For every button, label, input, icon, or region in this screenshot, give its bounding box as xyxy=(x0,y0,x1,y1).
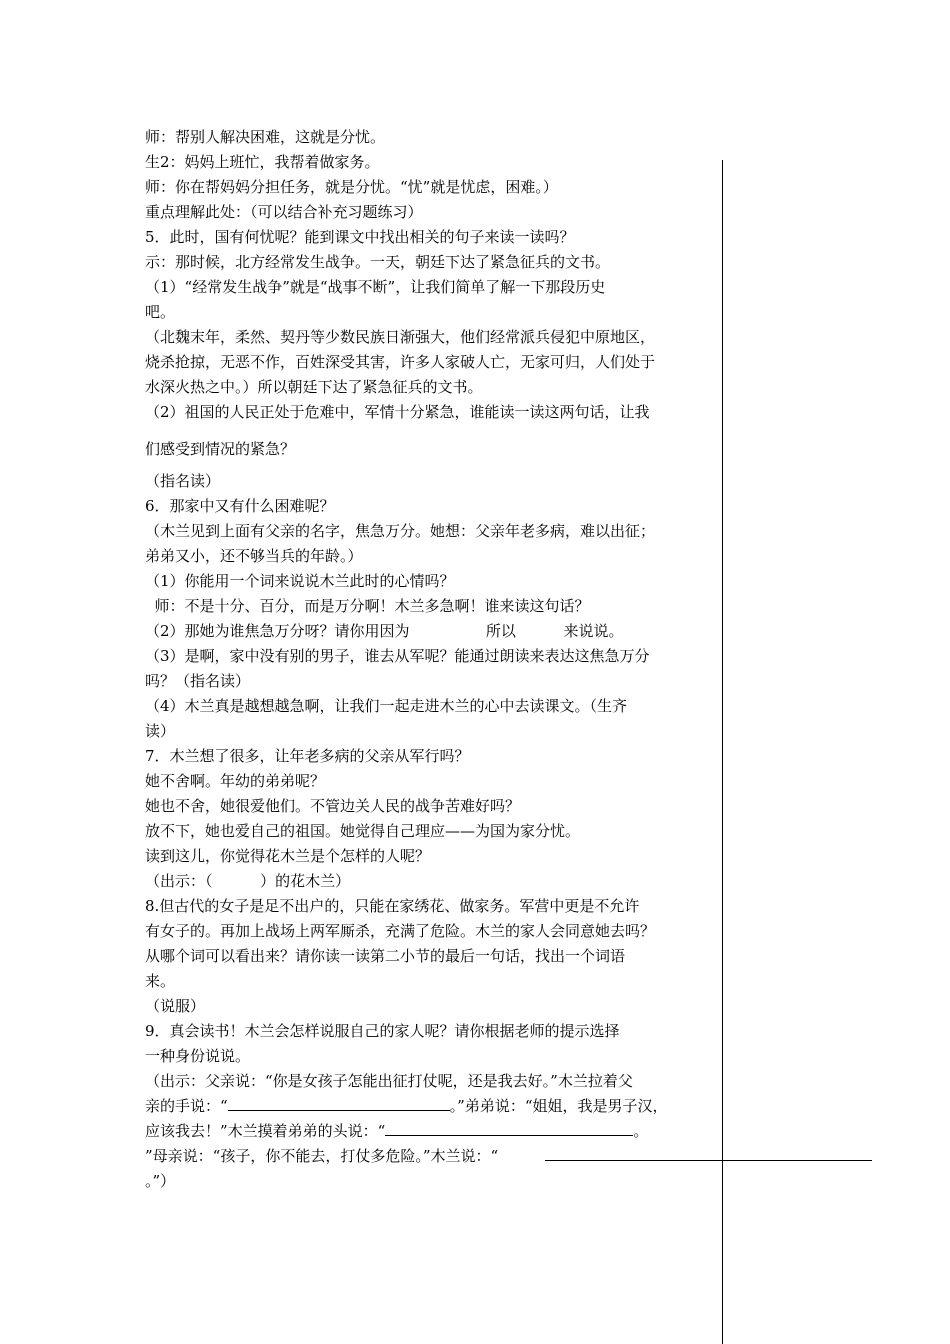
text-line: （木兰见到上面有父亲的名字，焦急万分。她想：父亲年老多病，难以出征； xyxy=(145,522,656,540)
text-line: （1）“经常发生战争”就是“战事不断”，让我们简单了解一下那段历史 xyxy=(145,278,606,296)
text-line: 从哪个词可以看出来？请你读一读第二小节的最后一句话，找出一个词语 xyxy=(145,947,626,965)
text-line: 生2：妈妈上班忙，我帮着做家务。 xyxy=(145,153,380,171)
text-line: ”母亲说：“孩子，你不能去，打仗多危险。”木兰说：“ xyxy=(145,1147,499,1165)
fill-in-blank xyxy=(385,1121,633,1136)
text-line: 师：你在帮妈妈分担任务，就是分忧。“忧”就是忧虑，困难。） xyxy=(145,178,558,196)
text-line: 放不下，她也爱自己的祖国。她觉得自己理应——为国为家分忧。 xyxy=(145,822,581,840)
text-fragment: 应该我去！”木兰摸着弟弟的头说：“ xyxy=(145,1122,386,1140)
text-line: 重点理解此处：（可以结合补充习题练习） xyxy=(145,203,423,221)
text-line: 一种身份说说。 xyxy=(145,1047,251,1065)
text-line: 她不舍啊。年幼的弟弟呢？ xyxy=(145,772,326,790)
fill-in-blank-long xyxy=(545,1160,872,1161)
text-line: （2）祖国的人民正处于危难中，军情十分紧急，谁能读一读这两句话，让我 xyxy=(145,403,650,421)
text-line: 7．木兰想了很多，让年老多病的父亲从军行吗？ xyxy=(145,747,470,765)
fill-in-blank xyxy=(228,1096,450,1111)
text-line: 师：不是十分、百分，而是万分啊！木兰多急啊！谁来读这句话？ xyxy=(145,597,590,615)
text-line: 8.但古代的女子是足不出户的，只能在家绣花、做家务。军营中更是不允许 xyxy=(145,897,640,915)
text-line xyxy=(145,1096,668,1116)
text-line: （4）木兰真是越想越急啊，让我们一起走进木兰的心中去读课文。（生齐 xyxy=(145,697,628,715)
text-line: 。”） xyxy=(145,1172,176,1190)
margin-vertical-rule xyxy=(722,160,723,1344)
text-fragment: 亲的手说：“ xyxy=(145,1097,228,1115)
text-line: 读） xyxy=(145,722,176,740)
text-line xyxy=(145,1121,648,1141)
text-line: 弟弟又小，还不够当兵的年龄。） xyxy=(145,547,363,565)
text-line: （出示：（ ）的花木兰） xyxy=(145,872,351,890)
text-line: 5．此时，国有何忧呢？能到课文中找出相关的句子来读一读吗？ xyxy=(145,228,575,246)
text-line: 吗？（指名读） xyxy=(145,672,251,690)
text-line: 师：帮别人解决困难，这就是分忧。 xyxy=(145,128,386,146)
text-line: 她也不舍，她很爱他们。不管边关人民的战争苦难好吗？ xyxy=(145,797,521,815)
text-line: （3）是啊，家中没有别的男子，谁去从军呢？能通过朗读来表达这焦急万分 xyxy=(145,647,650,665)
text-line: 水深火热之中。）所以朝廷下达了紧急征兵的文书。 xyxy=(145,378,483,396)
text-line: 有女子的。再加上战场上两军厮杀，充满了危险。木兰的家人会同意她去吗？ xyxy=(145,922,656,940)
text-line: （2）那她为谁焦急万分呀？请你用因为 所以 来说说。 xyxy=(145,622,624,640)
text-line: （北魏末年，柔然、契丹等少数民族日渐强大，他们经常派兵侵犯中原地区， xyxy=(145,328,656,346)
text-line: 来。 xyxy=(145,972,176,990)
text-line: 6．那家中又有什么困难呢？ xyxy=(145,497,335,515)
text-line: 烧杀抢掠，无恶不作，百姓深受其害，许多人家破人亡，无家可归，人们处于 xyxy=(145,353,656,371)
text-line: 示：那时候，北方经常发生战争。一天，朝廷下达了紧急征兵的文书。 xyxy=(145,253,611,271)
text-fragment: 。”弟弟说：“姐姐，我是男子汉， xyxy=(449,1097,668,1115)
text-line: （说服） xyxy=(145,997,206,1015)
text-line: （出示：父亲说：“你是女孩子怎能出征打仗呢，还是我去好。”木兰拉着父 xyxy=(145,1072,633,1090)
text-line: 9．真会读书！木兰会怎样说服自己的家人呢？请你根据老师的提示选择 xyxy=(145,1022,620,1040)
text-line: 读到这儿，你觉得花木兰是个怎样的人呢？ xyxy=(145,847,431,865)
text-line: 们感受到情况的紧急？ xyxy=(145,440,296,458)
text-line: （1）你能用一个词来说说木兰此时的心情吗？ xyxy=(145,572,455,590)
text-line: （指名读） xyxy=(145,472,221,490)
text-line: 吧。 xyxy=(145,303,176,321)
text-fragment: 。 xyxy=(633,1122,649,1140)
